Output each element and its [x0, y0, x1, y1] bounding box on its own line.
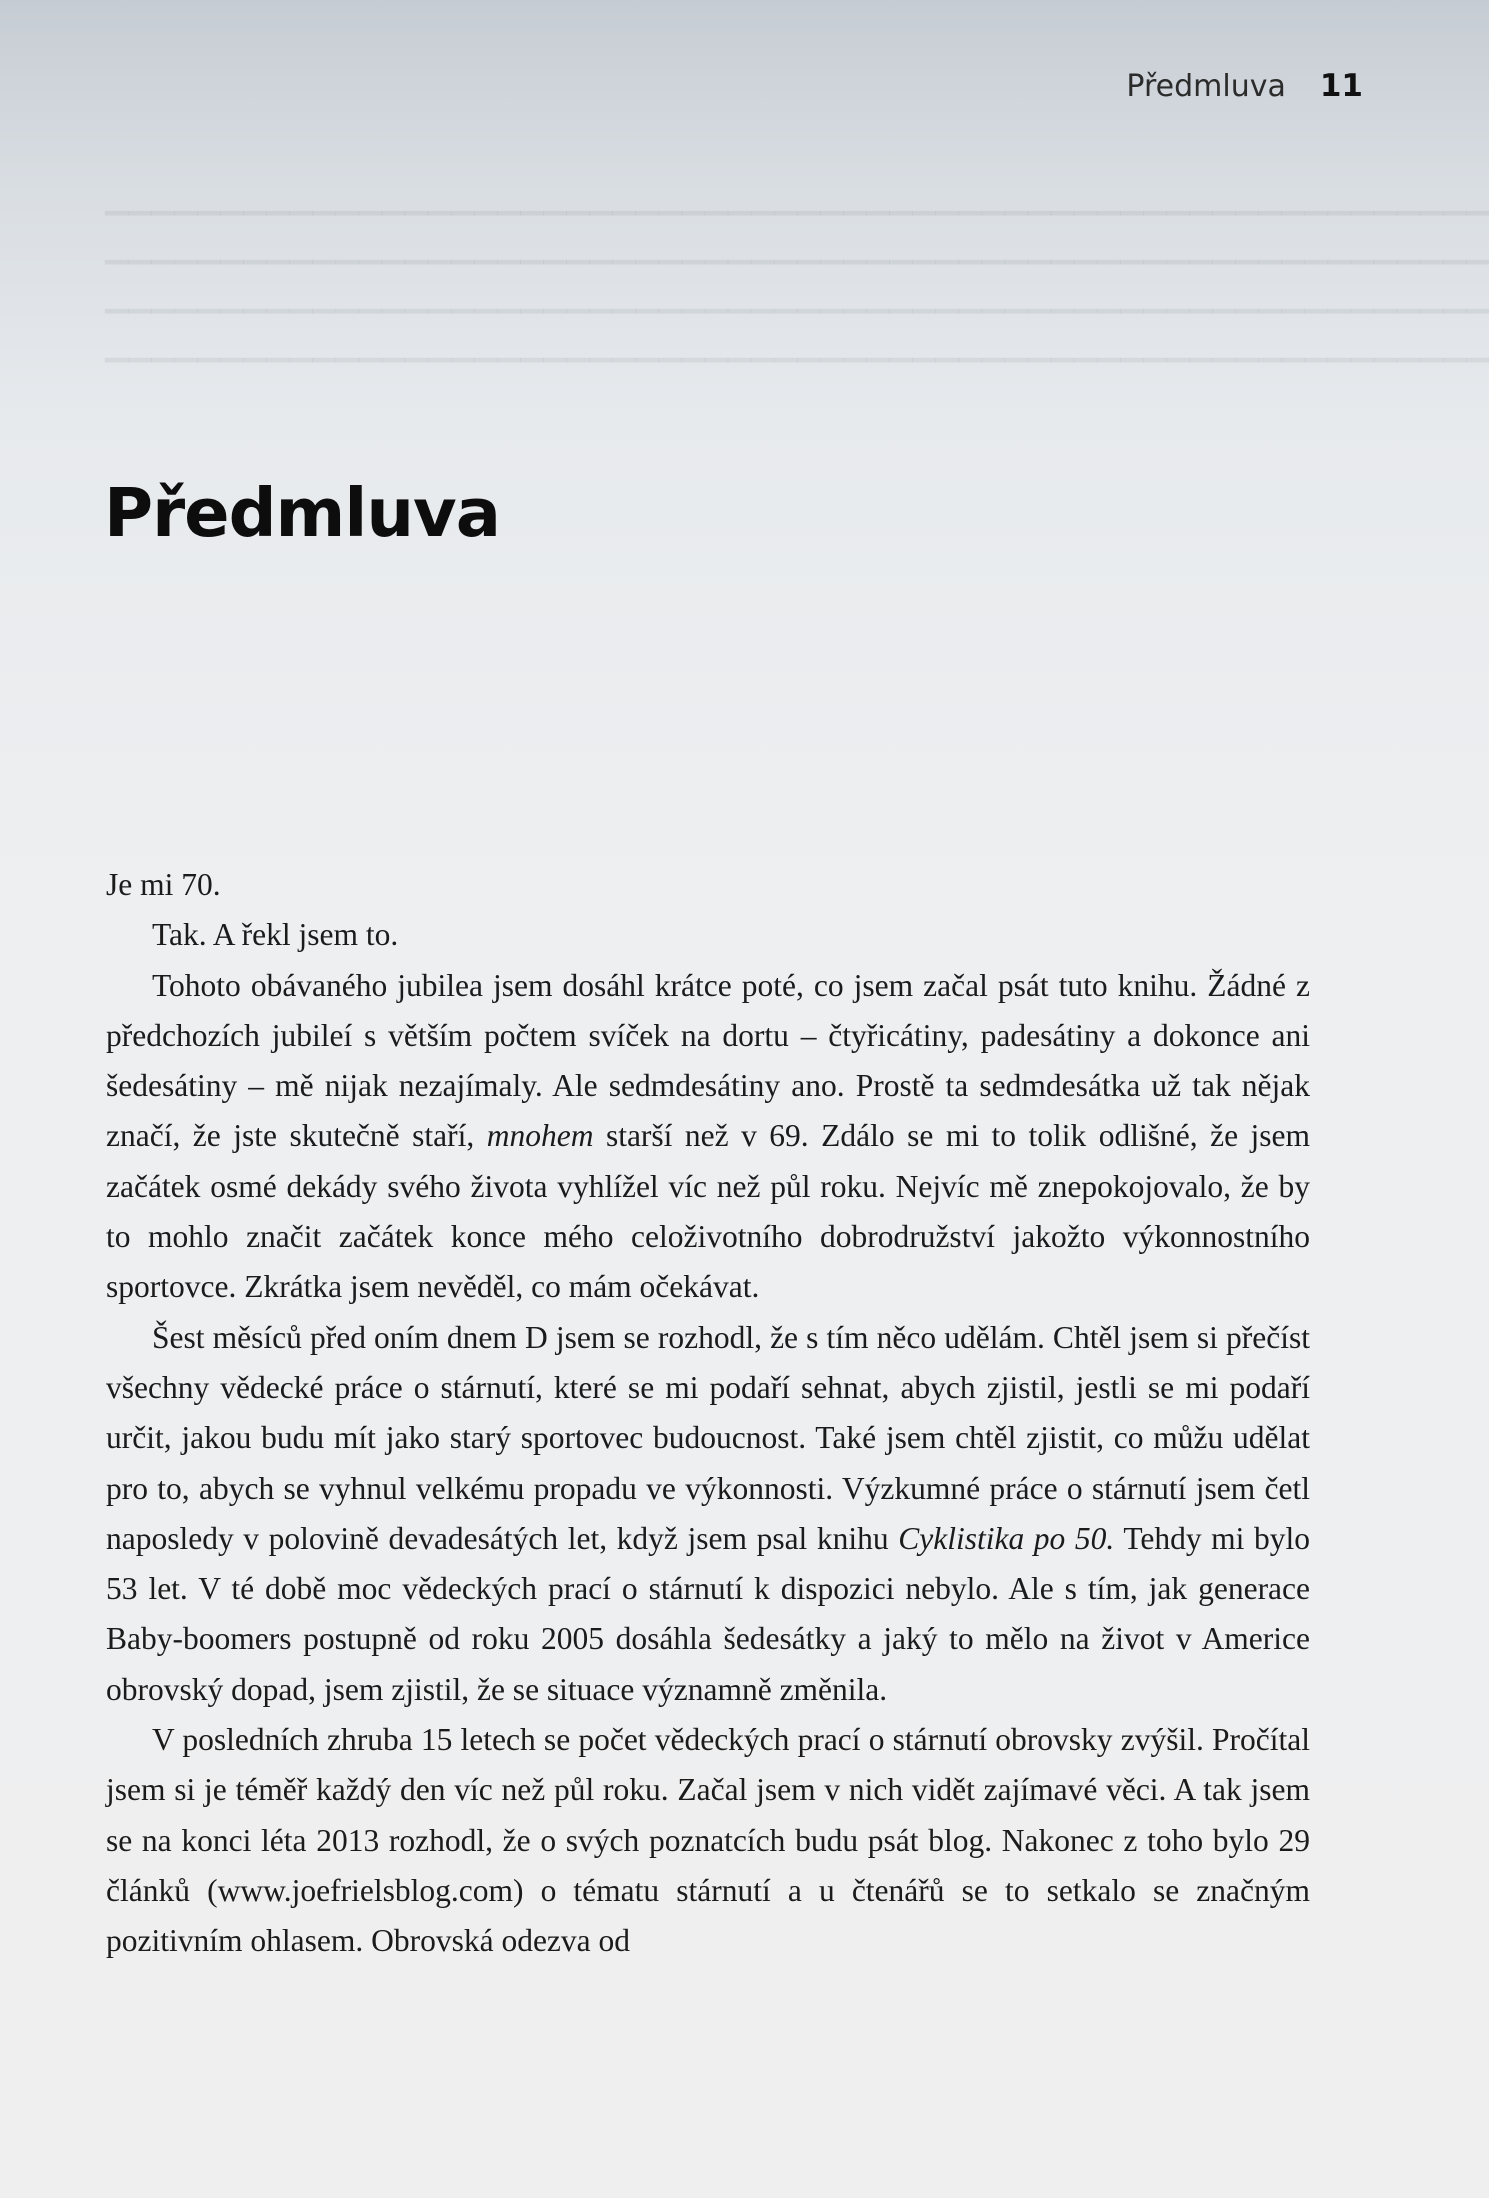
show-through-texture: ▔▔▔▔▔▔▔▔▔▔▔▔▔▔▔▔▔▔▔▔▔▔▔▔▔▔▔▔▔▔▔▔▔▔▔▔▔▔▔▔▔▔▔▔▔▔▔▔▔▔▔▔▔▔▔▔▔▔▔▔ ▔▔▔▔▔▔▔▔▔▔▔▔▔▔▔▔▔▔▔▔▔▔▔▔▔▔▔▔▔▔▔▔▔▔▔▔▔▔▔▔▔▔▔▔▔▔▔▔▔▔▔▔▔▔▔▔▔▔▔▔ ▔▔▔▔▔▔▔▔▔▔▔▔▔▔▔▔▔▔▔▔▔▔▔▔▔▔▔▔▔▔▔▔▔▔▔▔▔▔▔▔▔▔▔▔▔▔▔▔▔▔▔▔▔▔▔▔▔▔▔▔ ▔▔▔▔▔▔▔▔▔▔▔▔▔▔▔▔▔▔▔▔▔▔▔▔▔▔▔▔▔▔▔▔▔▔▔▔▔▔▔▔▔▔▔▔▔▔▔▔▔▔▔▔▔▔▔▔▔▔▔▔ — [105, 213, 1489, 393]
paragraph-3 — [106, 961, 1310, 1313]
paragraph-4-text-after: Tehdy mi bylo 53 let. V té době moc vědeckých prací o stárnutí k dispozici nebylo. Ale s tím, jak generace Baby-boomers postupně od roku 2005 dosáhla šedesátky a jaký to mělo na život v Americe obrovský dopad, jsem zjistil, že se situace významně změnila. — [106, 1520, 1311, 1707]
chapter-title: Předmluva — [104, 474, 500, 552]
paragraph-1 — [106, 860, 1310, 910]
paragraph-5 — [106, 1715, 1310, 1966]
paragraph-4 — [106, 1313, 1310, 1715]
running-head-section: Předmluva — [1126, 69, 1286, 104]
paragraph-4-book-title: Cyklistika po 50. — [898, 1520, 1115, 1556]
paragraph-1-text: Je mi 70. — [106, 867, 221, 902]
paragraph-3-text: Tohoto obávaného jubilea jsem dosáhl krátce poté, co jsem začal psát tuto knihu. Žádné z předchozích jubileí s větším počtem svíček na dortu – čtyřicátiny, padesátiny a dokonce ani šedesátiny – mě nijak nezajímaly. Ale sedmdesátiny ano. Prostě ta sedmdesátka už tak nějak značí, že jste skutečně staří, — [106, 967, 1310, 1154]
paragraph-3-text-after: starší než v 69. Zdálo se mi to tolik odlišné, že jsem začátek osmé dekády svého života vyhlížel víc než půl roku. Nejvíc mě znepokojovalo, že by to mohlo značit začátek konce mého celoživotního dobrodružství jakožto výkonnostního sportovce. Zkrátka jsem nevěděl, co mám očekávat. — [106, 1118, 1311, 1305]
paragraph-2 — [106, 910, 1310, 960]
running-head — [1126, 68, 1363, 104]
paragraph-4-text: Šest měsíců před oním dnem D jsem se rozhodl, že s tím něco udělám. Chtěl jsem si přečíst všechny vědecké práce o stárnutí, které se mi podaří sehnat, abych zjistil, jestli se mi podaří určit, jakou budu mít jako starý sportovec budoucnost. Také jsem chtěl zjistit, co můžu udělat pro to, abych se vyhnul velkému propadu ve výkonnosti. Výzkumné práce o stárnutí jsem četl naposledy v polovině devadesátých let, když jsem psal knihu — [106, 1319, 1310, 1556]
paragraph-5-text: V posledních zhruba 15 letech se počet vědeckých prací o stárnutí obrovsky zvýšil. Pročítal jsem si je téměř každý den víc než půl roku. Začal jsem v nich vidět zajímavé věci. A tak jsem se na konci léta 2013 rozhodl, že o svých poznatcích budu psát blog. Nakonec z toho bylo 29 článků (www.joefrielsblog.com) o tématu stárnutí a u čtenářů se to setkalo se značným pozitivním ohlasem. Obrovská odezva od — [106, 1722, 1310, 1959]
paragraph-3-emphasis: mnohem — [486, 1118, 594, 1154]
paragraph-2-text: Tak. A řekl jsem to. — [152, 917, 399, 953]
page-number: 11 — [1319, 68, 1363, 104]
body-text — [106, 860, 1310, 1967]
